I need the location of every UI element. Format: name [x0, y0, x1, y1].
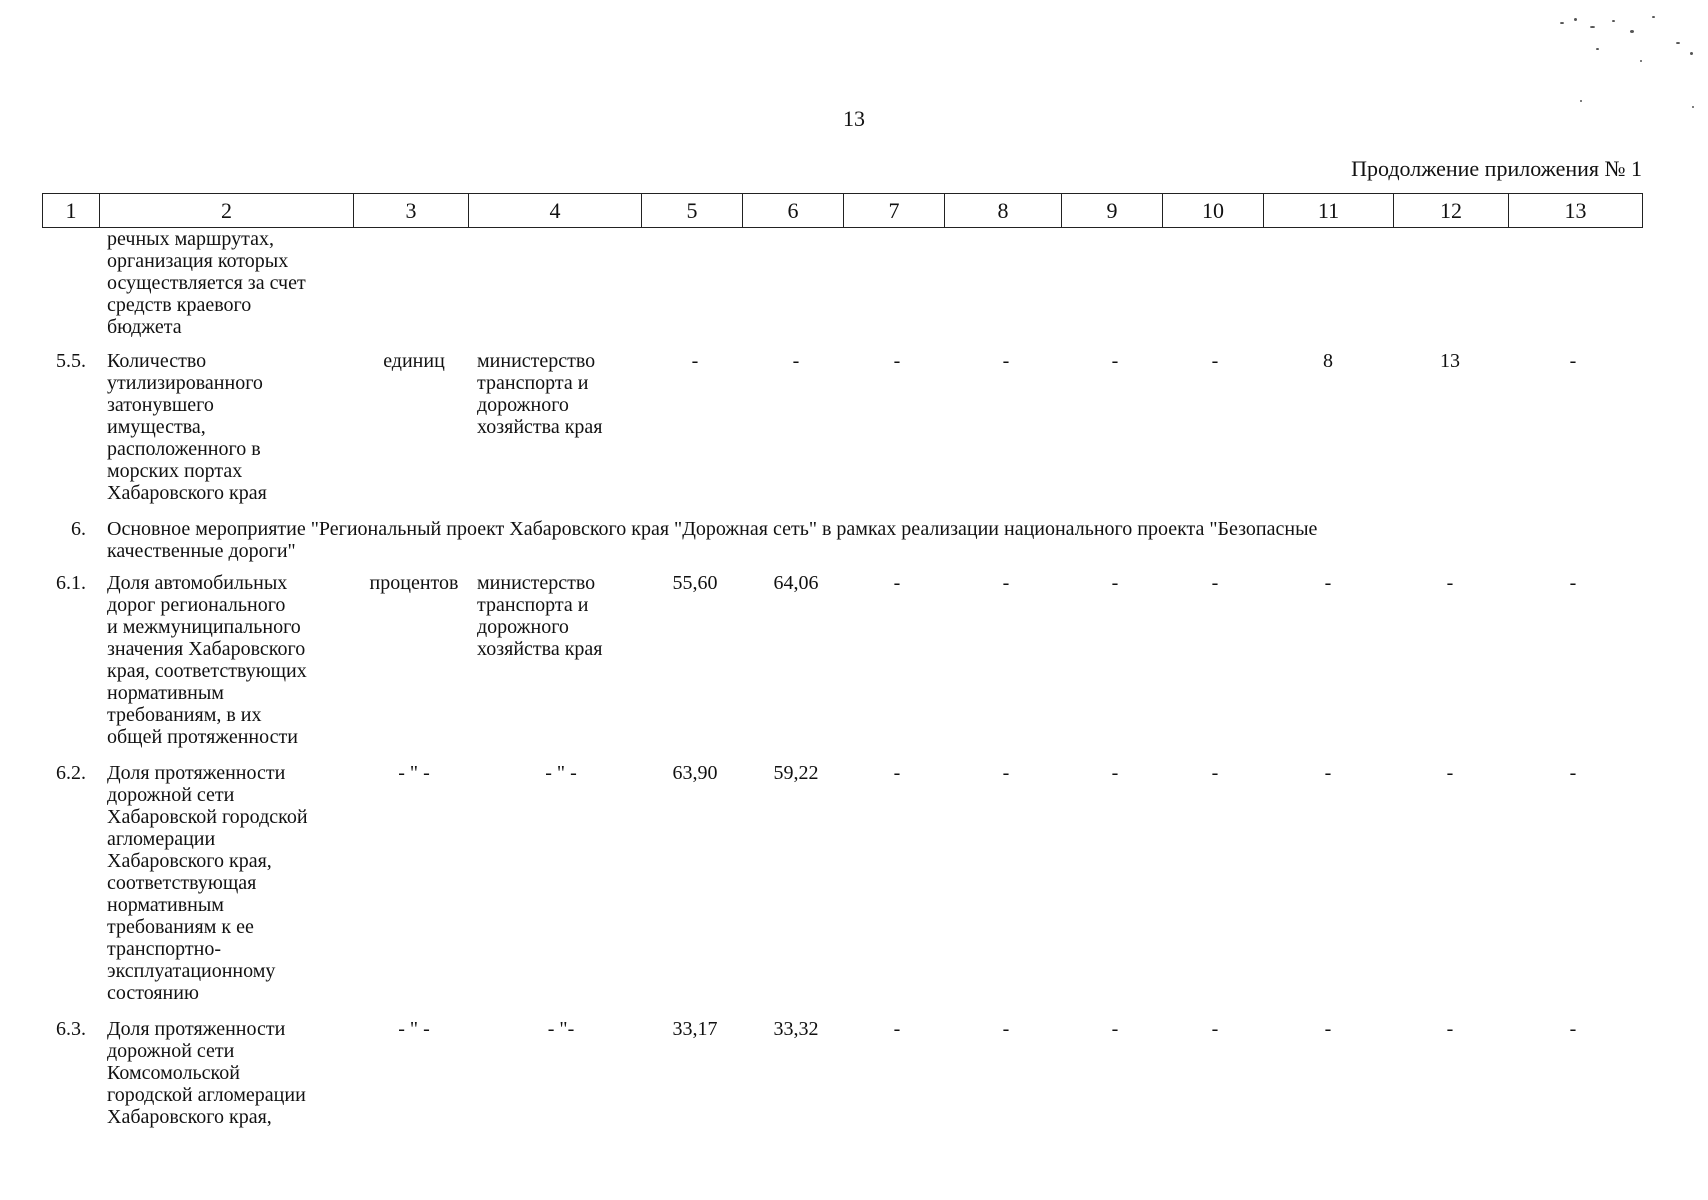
row-number: 6.3. — [56, 1018, 86, 1040]
value-col-12: - — [1446, 762, 1454, 784]
unit: единиц — [383, 350, 445, 372]
column-header: 10 — [1163, 194, 1264, 228]
column-header: 6 — [743, 194, 844, 228]
value-col-6: 33,32 — [773, 1018, 819, 1040]
value-col-10: - — [1211, 762, 1219, 784]
value-col-7: - — [893, 762, 901, 784]
value-col-6: 64,06 — [773, 572, 819, 594]
value-col-7: - — [893, 1018, 901, 1040]
indicator-name: Доля протяженности дорожной сети Хабаровской городской агломерации Хабаровского края, соответствующая нормативным требованиям к ее транспортно- эксплуатационному состоянию — [107, 762, 308, 1004]
column-header: 2 — [100, 194, 354, 228]
responsible-org: - "- — [547, 1018, 575, 1040]
indicator-name: Доля протяженности дорожной сети Комсомольской городской агломерации Хабаровского края, — [107, 1018, 306, 1128]
value-col-11: - — [1324, 762, 1332, 784]
value-col-11: - — [1324, 572, 1332, 594]
row-number: 6.1. — [56, 572, 86, 594]
column-header: 5 — [642, 194, 743, 228]
value-col-9: - — [1111, 350, 1119, 372]
indicator-name: Доля автомобильных дорог регионального и межмуниципального значения Хабаровского края, соответствующих нормативным требованиям, в их общей протяженности — [107, 572, 307, 748]
value-col-10: - — [1211, 572, 1219, 594]
continuation-label: Продолжение приложения № 1 — [1351, 156, 1642, 181]
value-col-5: - — [691, 350, 699, 372]
value-col-13: - — [1569, 762, 1577, 784]
column-header-row — [43, 194, 1643, 228]
value-col-13: - — [1569, 572, 1577, 594]
unit: процентов — [369, 572, 459, 594]
value-col-7: - — [893, 572, 901, 594]
value-col-6: 59,22 — [773, 762, 819, 784]
column-header: 13 — [1509, 194, 1643, 228]
carryover-text: речных маршрутах, организация которых осуществляется за счет средств краевого бюджета — [107, 228, 306, 338]
column-header: 3 — [354, 194, 469, 228]
value-col-8: - — [1002, 572, 1010, 594]
value-col-10: - — [1211, 350, 1219, 372]
column-header: 12 — [1394, 194, 1509, 228]
value-col-10: - — [1211, 1018, 1219, 1040]
column-header: 9 — [1062, 194, 1163, 228]
value-col-9: - — [1111, 762, 1119, 784]
value-col-12: 13 — [1440, 350, 1460, 372]
column-header: 4 — [469, 194, 642, 228]
value-col-5: 63,90 — [672, 762, 718, 784]
indicator-name: Количество утилизированного затонувшего имущества, расположенного в морских портах Хабаровского края — [107, 350, 267, 504]
row-number: 5.5. — [56, 350, 86, 372]
value-col-5: 33,17 — [672, 1018, 718, 1040]
value-col-13: - — [1569, 350, 1577, 372]
value-col-8: - — [1002, 762, 1010, 784]
value-col-9: - — [1111, 572, 1119, 594]
column-header: 7 — [844, 194, 945, 228]
value-col-8: - — [1002, 350, 1010, 372]
value-col-7: - — [893, 350, 901, 372]
value-col-11: 8 — [1323, 350, 1333, 372]
responsible-org: - " - — [545, 762, 577, 784]
section-heading: Основное мероприятие "Региональный проект Хабаровского края "Дорожная сеть" в рамках реализации национального проекта "Безопасные качественные дороги" — [107, 518, 1318, 562]
column-header: 8 — [945, 194, 1062, 228]
responsible-org: министерство транспорта и дорожного хозяйства края — [477, 350, 603, 438]
row-number: 6. — [71, 518, 86, 540]
value-col-6: - — [792, 350, 800, 372]
column-header: 11 — [1264, 194, 1394, 228]
row-number: 6.2. — [56, 762, 86, 784]
unit: - " - — [398, 1018, 430, 1040]
column-header: 1 — [43, 194, 100, 228]
value-col-8: - — [1002, 1018, 1010, 1040]
value-col-12: - — [1446, 572, 1454, 594]
responsible-org: министерство транспорта и дорожного хозяйства края — [477, 572, 603, 660]
value-col-5: 55,60 — [672, 572, 718, 594]
page-number: 13 — [843, 106, 865, 131]
value-col-13: - — [1569, 1018, 1577, 1040]
value-col-9: - — [1111, 1018, 1119, 1040]
unit: - " - — [398, 762, 430, 784]
value-col-11: - — [1324, 1018, 1332, 1040]
value-col-12: - — [1446, 1018, 1454, 1040]
column-header-table — [42, 193, 1643, 228]
